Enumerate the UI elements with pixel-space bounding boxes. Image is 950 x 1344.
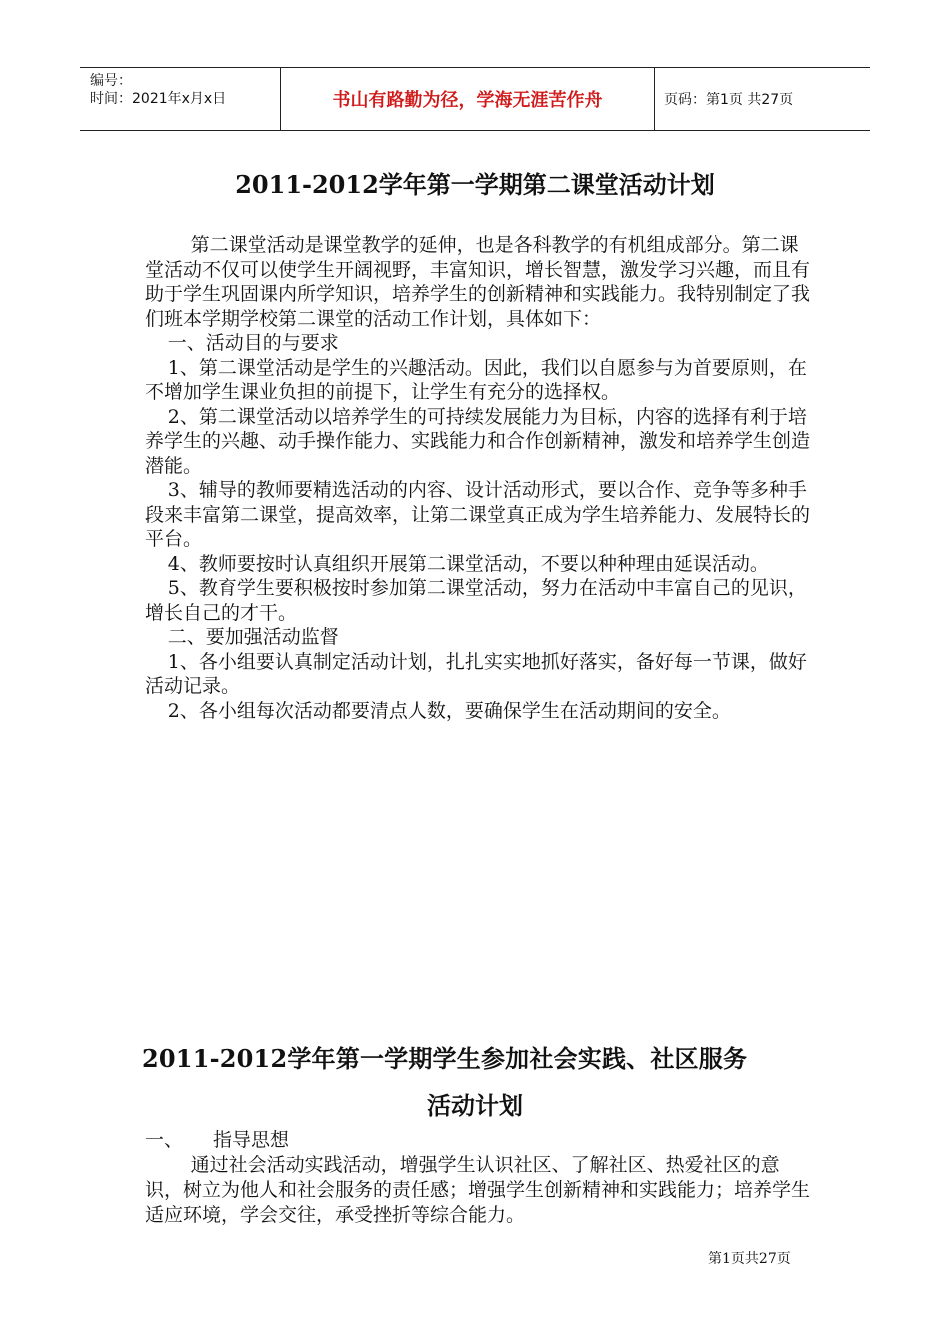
plan1-section1-item: 2、第二课堂活动以培养学生的可持续发展能力为目标，内容的选择有利于培养学生的兴趣、动手操作能力、实践能力和合作创新精神，激发和培养学生创造潜能。 [145,405,811,477]
plan1-intro: 第二课堂活动是课堂教学的延伸，也是各科教学的有机组成部分。第二课堂活动不仅可以使学生开阔视野，丰富知识，增长智慧，激发学习兴趣，而且有助于学生巩固课内所学知识，培养学生的创新精神和实践能力。我特别制定了我们班本学期学校第二课堂的活动工作计划，具体如下： [145,234,811,330]
plan1-section2-item: 1、各小组要认真制定活动计划，扎扎实实地抓好落实，备好每一节课，做好活动记录。 [145,650,807,697]
page-footer: 第1页共27页 [708,1251,791,1267]
plan2-title-line1: 2011-2012学年第一学期学生参加社会实践、社区服务 [142,1044,748,1073]
plan2-section1-number: 一、 [145,1129,184,1151]
plan2-section1-text: 通过社会活动实践活动，增强学生认识社区、了解社区、热爱社区的意识，树立为他人和社会服务的责任感；增强学生创新精神和实践能力；培养学生适应环境，学会交往，承受挫折等综合能力。 [145,1154,811,1226]
plan1-section2-heading: 二、要加强活动监督 [167,626,339,648]
number-label: 编号： [90,73,132,89]
plan1-section1-item: 1、第二课堂活动是学生的兴趣活动。因此，我们以自愿参与为首要原则，在不增加学生课业负担的前提下，让学生有充分的选择权。 [145,356,807,403]
plan2-title-line2: 活动计划 [427,1091,523,1120]
header-motto: 书山有路勤为径，学海无涯苦作舟 [280,68,655,130]
plan1-section1-item: 3、辅导的教师要精选活动的内容、设计活动形式，要以合作、竞争等多种手段来丰富第二课堂，提高效率，让第二课堂真正成为学生培养能力、发展特长的平台。 [145,479,811,550]
plan2-section1-heading-row [145,1128,810,1153]
plan1-section1-item: 5、教育学生要积极按时参加第二课堂活动，努力在活动中丰富自己的见识，增长自己的才干。 [145,577,807,624]
plan2-section1-heading: 指导思想 [213,1129,290,1151]
plan1-section1-item: 4、教师要按时认真组织开展第二课堂活动，不要以种种理由延误活动。 [167,552,769,575]
plan1-section1-heading: 一、活动目的与要求 [167,332,339,354]
plan1-section2-item: 2、各小组每次活动都要清点人数，要确保学生在活动期间的安全。 [167,699,731,722]
plan2-body [145,1128,810,1228]
header-page-label: 页码：第1页 共27页 [664,92,794,108]
header-left-cell [80,68,280,130]
plan1-body [145,233,810,723]
time-label: 时间：2021年x月x日 [90,91,227,107]
plan1-title: 2011-2012学年第一学期第二课堂活动计划 [235,170,715,199]
document-header [80,67,870,131]
